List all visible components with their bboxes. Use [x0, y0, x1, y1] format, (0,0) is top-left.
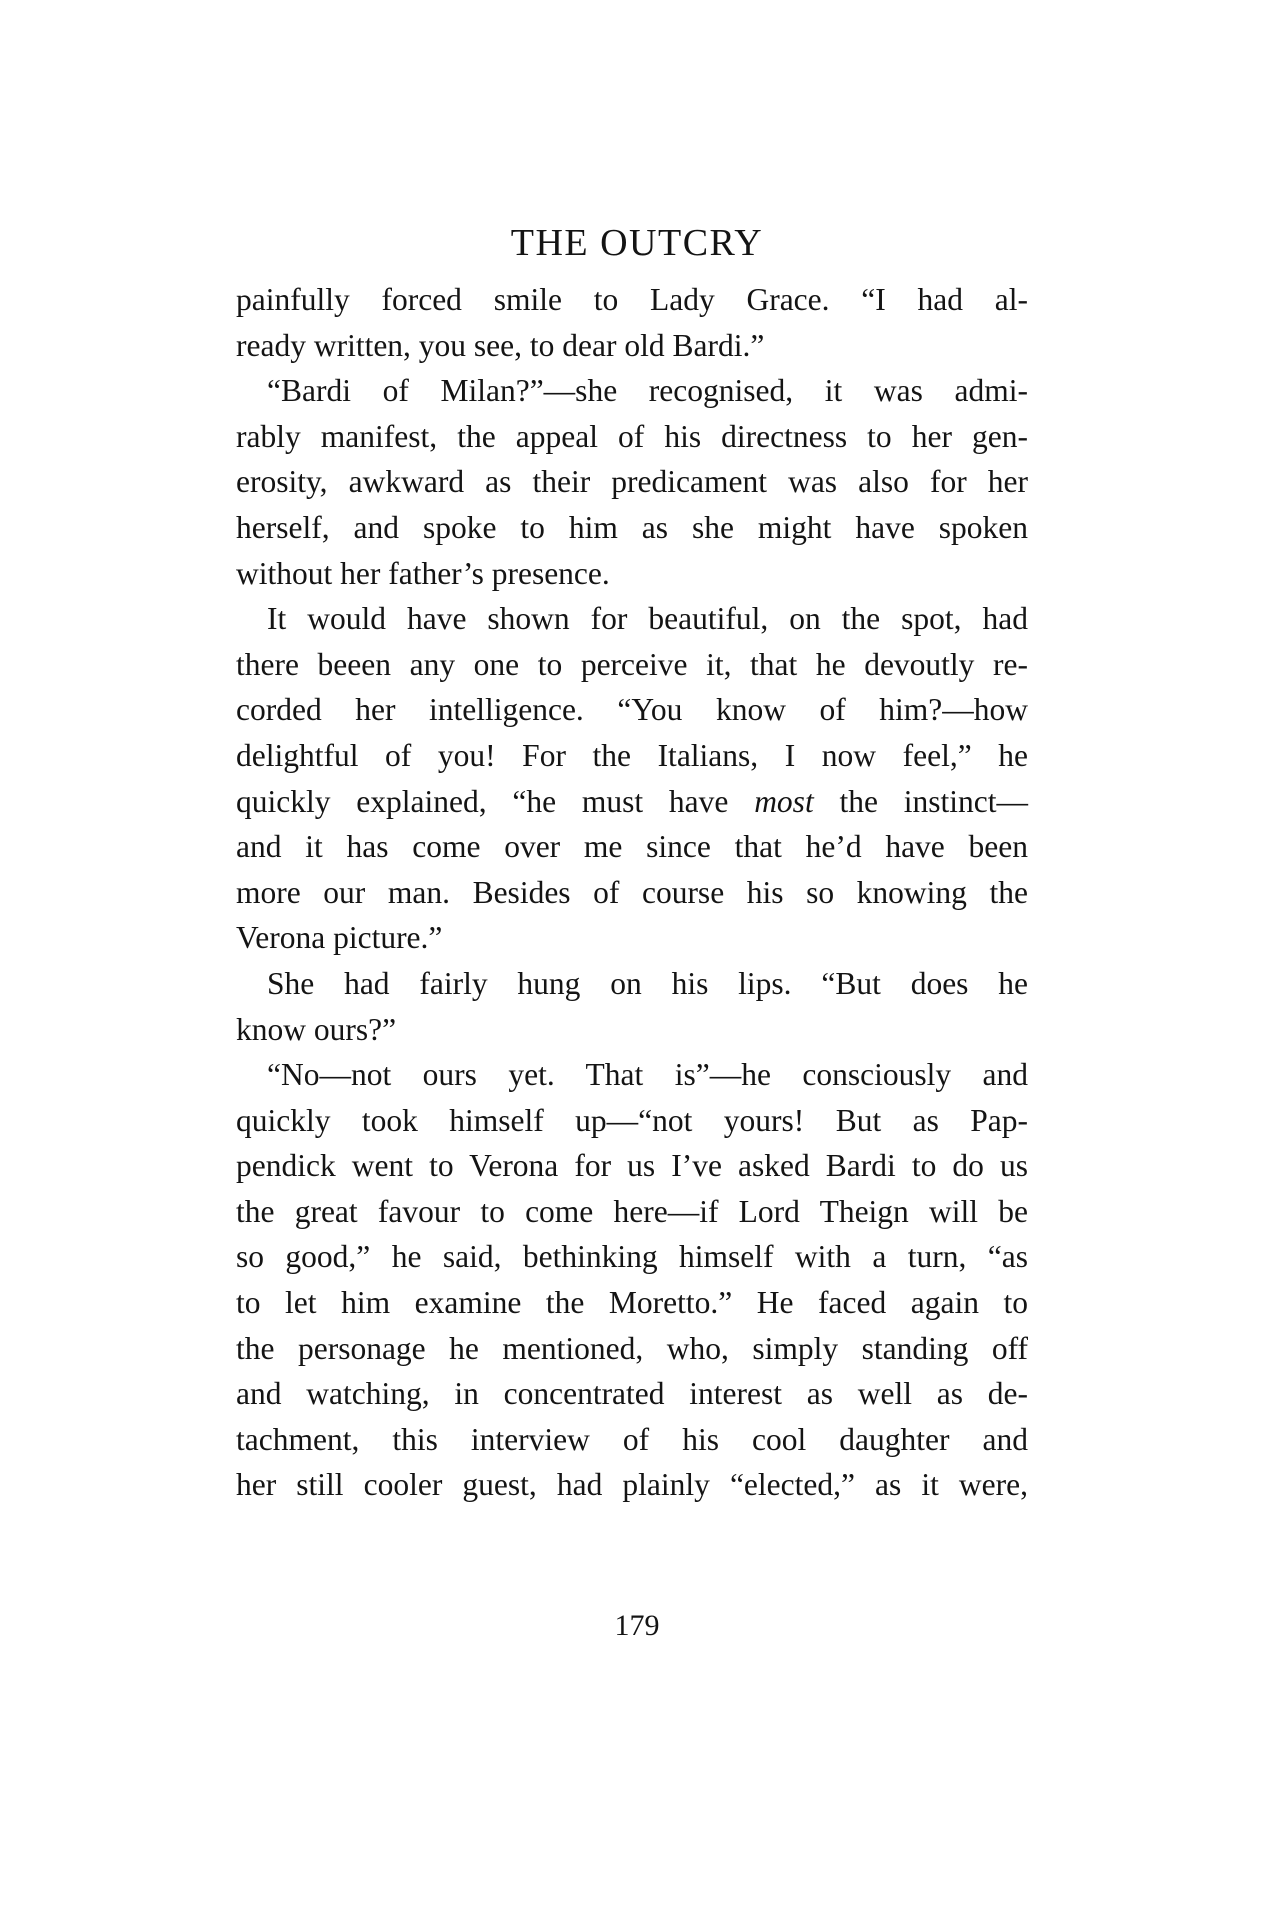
- text-line: She had fairly hung on his lips. “But does he: [267, 965, 1028, 1001]
- text-line: quickly took himself up—“not yours! But as Pap-: [236, 1102, 1028, 1138]
- text-line: without her father’s presence.: [236, 555, 610, 591]
- text-line: herself, and spoke to him as she might have spoken: [236, 509, 1028, 545]
- text-line: “Bardi of Milan?”—she recognised, it was admi-: [267, 373, 1028, 409]
- text-line: ready written, you see, to dear old Bardi.”: [236, 327, 765, 363]
- text-line: so good,” he said, bethinking himself with a turn, “as: [236, 1239, 1028, 1275]
- text-line: rably manifest, the appeal of his directness to her gen-: [236, 418, 1028, 454]
- text-line: tachment, this interview of his cool daughter and: [236, 1421, 1028, 1457]
- text-line: the personage he mentioned, who, simply standing off: [236, 1330, 1028, 1366]
- text-line: there beeen any one to perceive it, that he devoutly re-: [236, 646, 1028, 682]
- text-line: the great favour to come here—if Lord Theign will be: [236, 1193, 1028, 1229]
- text-line: and it has come over me since that he’d have been: [236, 829, 1028, 865]
- page-number: 179: [614, 1609, 660, 1642]
- text-line: her still cooler guest, had plainly “elected,” as it were,: [236, 1467, 1028, 1503]
- text-line: pendick went to Verona for us I’ve asked Bardi to do us: [236, 1148, 1028, 1184]
- text-line: delightful of you! For the Italians, I now feel,” he: [236, 737, 1028, 773]
- body-text: [236, 277, 1028, 1508]
- emphasis: most: [754, 783, 814, 819]
- text-line: erosity, awkward as their predicament was also for her: [236, 464, 1028, 500]
- text-line: It would have shown for beautiful, on the spot, had: [267, 601, 1028, 637]
- text-line: quickly explained, “he must have most the instinct—: [236, 783, 1029, 819]
- text-line: to let him examine the Moretto.” He faced again to: [236, 1285, 1028, 1321]
- text-line: and watching, in concentrated interest as well as de-: [236, 1376, 1028, 1412]
- text-line: Verona picture.”: [236, 920, 443, 956]
- text-line: more our man. Besides of course his so knowing the: [236, 874, 1028, 910]
- text-line: “No—not ours yet. That is”—he consciously and: [267, 1057, 1028, 1093]
- running-head: THE OUTCRY: [510, 222, 764, 264]
- text-line: know ours?”: [236, 1011, 397, 1047]
- text-line: corded her intelligence. “You know of him?—how: [236, 692, 1028, 728]
- text-line: painfully forced smile to Lady Grace. “I had al-: [236, 282, 1028, 317]
